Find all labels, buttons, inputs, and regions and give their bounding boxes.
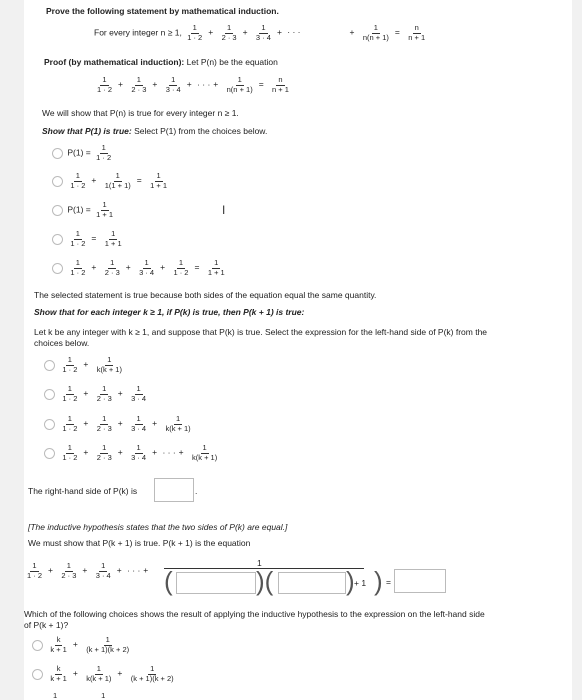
- question-page: [24, 0, 572, 700]
- radio-button[interactable]: [32, 640, 43, 651]
- which-text-2: of P(k + 1)?: [24, 620, 69, 630]
- radio-button[interactable]: [52, 205, 63, 216]
- pk1-frac-numerator: 1: [257, 558, 262, 568]
- paren-left: (: [164, 566, 173, 596]
- fraction: $\frac{n}{n + 1}$: [408, 23, 426, 42]
- pk-instruction-1: Let k be any integer with k ≥ 1, and suppose that P(k) is true. Select the expression for the left-hand side of P(k) from the: [34, 327, 488, 337]
- pk1-box-2[interactable]: [278, 572, 346, 594]
- pk-instruction-2: choices below.: [34, 338, 90, 348]
- which-text-1: Which of the following choices shows the result of applying the inductive hypothesis to the expression on the left-hand side: [24, 609, 485, 619]
- text-cursor-icon: I: [222, 203, 226, 217]
- pk-heading: Show that for each integer k ≥ 1, if P(k) is true, then P(k + 1) is true:: [34, 307, 305, 317]
- proof-intro: Proof (by mathematical induction): Let P(n) be the equation: [44, 57, 278, 67]
- will-show-text: We will show that P(n) is true for every integer n ≥ 1.: [42, 108, 239, 118]
- pk1-box-1[interactable]: [176, 572, 256, 594]
- paren-group-open: )(: [256, 566, 274, 596]
- question-title: Prove the following statement by mathematical induction.: [46, 6, 279, 16]
- paren-right: ): [374, 566, 383, 596]
- p1-heading: Show that P(1) is true: Select P(1) from the choices below.: [42, 126, 268, 136]
- pk-choice-3[interactable]: $\frac{1}{1 \cdot 2}$ + $\frac{1}{2 \cdot 3}$ + $\frac{1}{3 \cdot 4}$ + $\frac{1}{k(k + 1)}$: [44, 415, 194, 433]
- plus-one: + 1: [354, 578, 367, 588]
- rhs-label: The right-hand side of P(k) is: [28, 486, 138, 496]
- p1-choice-3[interactable]: P(1) = $\frac{1}{1 + 1}$: [52, 201, 116, 219]
- radio-button[interactable]: [52, 176, 63, 187]
- radio-button[interactable]: [44, 360, 55, 371]
- radio-button[interactable]: [32, 669, 43, 680]
- pk1-equation-left: $\frac{1}{1 \cdot 2}$ + $\frac{1}{2 \cdot 3}$ + $\frac{1}{3 \cdot 4}$ + · · · +: [27, 561, 149, 580]
- fraction: $\frac{1}{2 \cdot 3}$: [221, 23, 237, 42]
- p1-choice-1[interactable]: P(1) = $\frac{1}{1 \cdot 2}$: [52, 144, 114, 162]
- radio-button[interactable]: [52, 234, 63, 245]
- p1-choice-2[interactable]: $\frac{1}{1 \cdot 2}$ + $\frac{1}{1(1 + 1)}$ = $\frac{1}{1 + 1}$: [52, 172, 170, 190]
- hyp-choice-3-partial: 1 1: [53, 691, 106, 700]
- fraction: $\frac{1}{3 \cdot 4}$: [255, 23, 271, 42]
- hyp-choice-1[interactable]: $\frac{k}{k + 1}$ + $\frac{1}{(k + 1)(k + 2)}$: [32, 636, 132, 654]
- radio-button[interactable]: [44, 448, 55, 459]
- p1-conclusion: The selected statement is true because both sides of the equation equal the same quantity.: [34, 290, 377, 300]
- hyp-choice-2[interactable]: $\frac{k}{k + 1}$ + $\frac{1}{k(k + 1)}$ + $\frac{1}{(k + 1)(k + 2)}$: [32, 665, 177, 683]
- pk1-rhs-box[interactable]: [394, 569, 446, 593]
- pk-choice-2[interactable]: $\frac{1}{1 \cdot 2}$ + $\frac{1}{2 \cdot 3}$ + $\frac{1}{3 \cdot 4}$: [44, 385, 149, 403]
- radio-button[interactable]: [52, 263, 63, 274]
- equals-sign: =: [386, 577, 391, 587]
- statement-equation: For every integer n ≥ 1, $\frac{1}{1 \cdot 2}$ + $\frac{1}{2 \cdot 3}$ + $\frac{1}{3 \cdot 4}$ + · · · + $\frac{1}{n(n + 1)}$ = $\frac{n}{n + 1}$: [94, 23, 426, 42]
- fraction: $\frac{1}{1 \cdot 2}$: [187, 23, 203, 42]
- radio-button[interactable]: [52, 148, 63, 159]
- pk-choice-4[interactable]: $\frac{1}{1 \cdot 2}$ + $\frac{1}{2 \cdot 3}$ + $\frac{1}{3 \cdot 4}$ + · · · + $\frac{1}{k(k + 1)}$: [44, 444, 220, 462]
- paren-group-close: ): [346, 566, 355, 596]
- period: .: [195, 486, 198, 496]
- pk-choice-1[interactable]: $\frac{1}{1 \cdot 2}$ + $\frac{1}{k(k + 1)}$: [44, 356, 125, 374]
- radio-button[interactable]: [44, 389, 55, 400]
- fraction: $\frac{1}{n(n + 1)}$: [362, 23, 389, 42]
- statement-prefix: For every integer n ≥ 1,: [94, 27, 182, 38]
- rhs-answer-box[interactable]: [154, 478, 194, 502]
- must-show-text: We must show that P(k + 1) is true. P(k + 1) is the equation: [28, 538, 251, 548]
- hypothesis-note: [The inductive hypothesis states that the two sides of P(k) are equal.]: [28, 522, 288, 532]
- pn-equation: $\frac{1}{1 \cdot 2}$ + $\frac{1}{2 \cdot 3}$ + $\frac{1}{3 \cdot 4}$ + · · · + $\frac{1}{n(n + 1)}$ = $\frac{n}{n + 1}$: [97, 75, 289, 94]
- radio-button[interactable]: [44, 419, 55, 430]
- p1-choice-5[interactable]: $\frac{1}{1 \cdot 2}$ + $\frac{1}{2 \cdot 3}$ + $\frac{1}{3 \cdot 4}$ + $\frac{1}{1 \cdot 2}$ = $\frac{1}{1 + 1}$: [52, 259, 228, 277]
- p1-choice-4[interactable]: $\frac{1}{1 \cdot 2}$ = $\frac{1}{1 + 1}$: [52, 230, 125, 248]
